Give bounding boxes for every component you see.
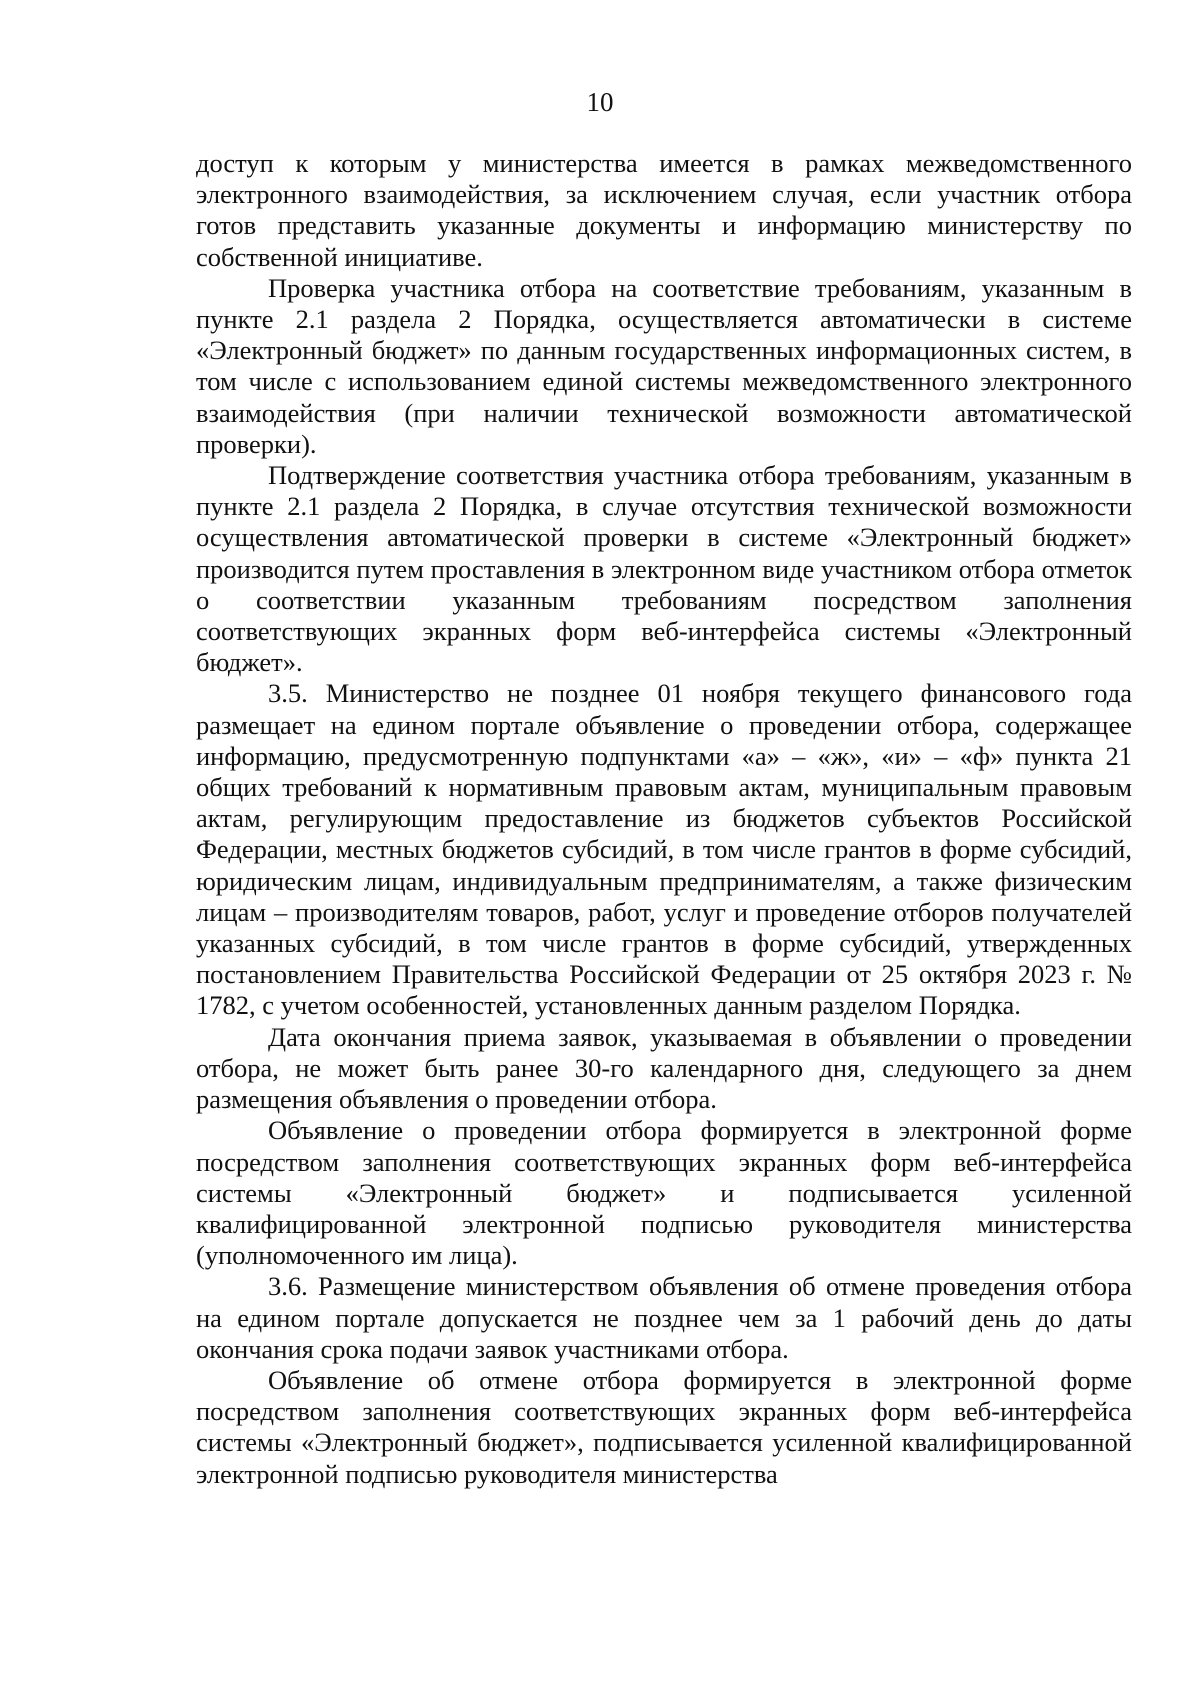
paragraph: Подтверждение соответствия участника отбора требованиям, указанным в пункте 2.1 раздела 2 Порядка, в случае отсутствия технической возможности осуществления автоматической проверки в системе «Электронный бюджет» производится путем проставления в электронном виде участником отбора отметок о соответствии указанным требованиям посредством заполнения соответствующих экранных форм веб-интерфейса системы «Электронный бюджет». [196,460,1132,678]
paragraph: 3.5. Министерство не позднее 01 ноября текущего финансового года размещает на едином портале объявление о проведении отбора, содержащее информацию, предусмотренную подпунктами «а» – «ж», «и» – «ф» пункта 21 общих требований к нормативным правовым актам, муниципальным правовым актам, регулирующим предоставление из бюджетов субъектов Российской Федерации, местных бюджетов субсидий, в том числе грантов в форме субсидий, юридическим лицам, индивидуальным предпринимателям, а также физическим лицам – производителям товаров, работ, услуг и проведение отборов получателей указанных субсидий, в том числе грантов в форме субсидий, утвержденных постановлением Правительства Российской Федерации от 25 октября 2023 г. № 1782, с учетом особенностей, установленных данным разделом Порядка. [196,678,1132,1021]
paragraph: Объявление об отмене отбора формируется в электронной форме посредством заполнения соответствующих экранных форм веб-интерфейса системы «Электронный бюджет», подписывается усиленной квалифицированной электронной подписью руководителя министерства [196,1364,1132,1489]
paragraph: 3.6. Размещение министерством объявления об отмене проведения отбора на едином портале допускается не позднее чем за 1 рабочий день до даты окончания срока подачи заявок участниками отбора. [196,1271,1132,1364]
page-number: 10 [586,87,614,117]
paragraph: Дата окончания приема заявок, указываемая в объявлении о проведении отбора, не может быть ранее 30-го календарного дня, следующего за днем размещения объявления о проведении отбора. [196,1021,1132,1115]
paragraph: доступ к которым у министерства имеется в рамках межведомственного электронного взаимодействия, за исключением случая, если участник отбора готов представить указанные документы и информацию министерству по собственной инициативе. [196,148,1132,272]
document-body [196,148,1132,1490]
paragraph: Объявление о проведении отбора формируется в электронной форме посредством заполнения соответствующих экранных форм веб-интерфейса системы «Электронный бюджет» и подписывается усиленной квалифицированной электронной подписью руководителя министерства (уполномоченного им лица). [196,1115,1132,1271]
paragraph: Проверка участника отбора на соответствие требованиям, указанным в пункте 2.1 раздела 2 Порядка, осуществляется автоматически в системе «Электронный бюджет» по данным государственных информационных систем, в том числе с использованием единой системы межведомственного электронного взаимодействия (при наличии технической возможности автоматической проверки). [196,272,1132,459]
